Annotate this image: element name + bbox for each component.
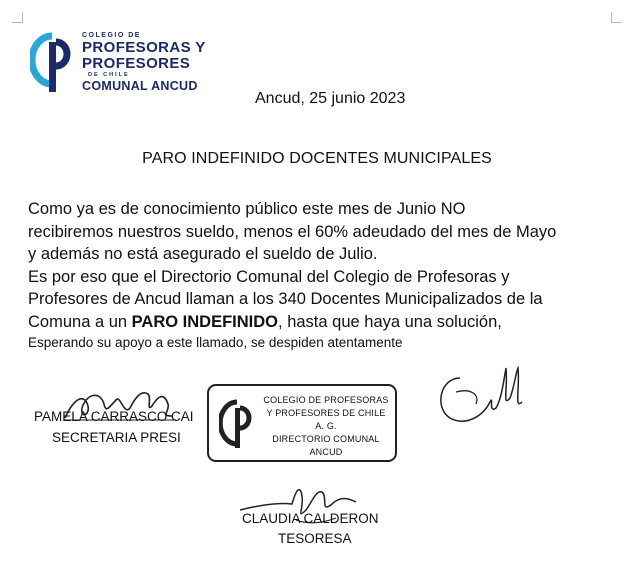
official-stamp: [207, 384, 397, 462]
president-signature-scrawl: [430, 358, 530, 438]
organization-logo: [30, 28, 220, 104]
body-line: Profesores de Ancud llaman a los 340 Docentes Municipalizados de la: [28, 290, 543, 308]
secretary-role: SECRETARIA PRESI: [52, 430, 181, 445]
treasurer-signature-block: [242, 509, 379, 549]
closing-line: Esperando su apoyo a este llamado, se despiden atentamente: [28, 335, 403, 350]
colegio-logo-icon: [30, 28, 76, 98]
stamp-line: COLEGIO DE PROFESORAS: [263, 395, 389, 405]
stamp-logo-icon: [219, 396, 257, 452]
logo-line-de-chile: DE CHILE: [88, 72, 130, 78]
body-line: [28, 311, 618, 334]
logo-line-colegio: COLEGIO DE: [82, 32, 141, 39]
body-line: Es por eso que el Directorio Comunal del Colegio de Profesoras y: [28, 267, 510, 286]
treasurer-role: TESORESA: [278, 531, 352, 546]
document-date: Ancud, 25 junio 2023: [255, 90, 406, 107]
secretary-name: PAMELA CARRASCO CAI: [34, 409, 194, 424]
logo-line-comunal: COMUNAL ANCUD: [82, 79, 198, 93]
body-line: y además no está asegurado el sueldo de Julio.: [28, 245, 378, 263]
stamp-line: Y PROFESORES DE CHILE: [266, 408, 386, 418]
document-title: PARO INDEFINIDO DOCENTES MUNICIPALES: [142, 150, 492, 167]
stamp-line: DIRECTORIO COMUNAL ANCUD: [272, 434, 380, 457]
body-text: Comuna a un: [28, 312, 132, 331]
body-text: , hasta que haya una solución,: [278, 312, 502, 331]
treasurer-name: CLAUDIA CALDERON: [242, 511, 379, 526]
stamp-line: A. G.: [315, 421, 337, 431]
page-corner-mark-top-right: [611, 12, 622, 23]
logo-line-profesoras: PROFESORAS Y: [82, 39, 206, 56]
secretary-signature-block: [34, 406, 200, 448]
body-line: Como ya es de conocimiento público este mes de Junio NO: [28, 200, 466, 218]
logo-line-profesores: PROFESORES: [82, 55, 191, 72]
body-line: recibiremos nuestros sueldo, menos el 60% adeudado del mes de Mayo: [28, 222, 557, 241]
strike-emphasis: PARO INDEFINIDO: [131, 312, 279, 331]
document-body: [28, 198, 618, 353]
page-corner-mark-top-left: [12, 12, 23, 23]
